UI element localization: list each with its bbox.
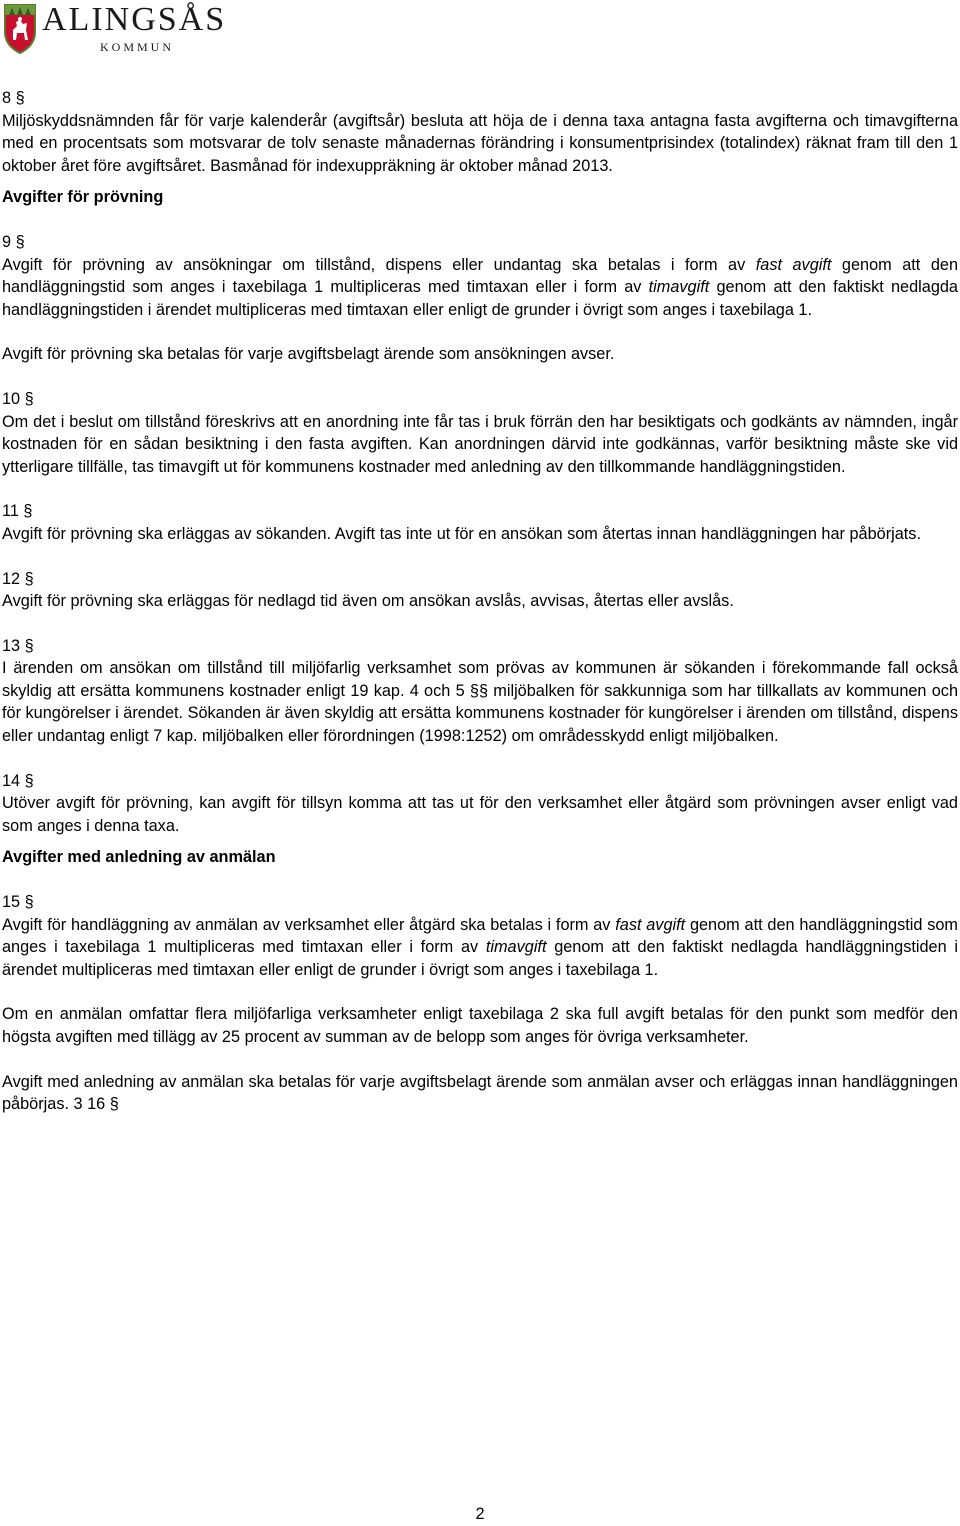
section-15-text-3: Avgift med anledning av anmälan ska betalas för varje avgiftsbelagt ärende som anmälan avser och erläggas innan handläggningen påbörjas. 3 16 § xyxy=(2,1072,958,1114)
logo-sub: KOMMUN xyxy=(100,40,175,54)
section-15-text: Avgift för handläggning av anmälan av verksamhet eller åtgärd ska betalas i form av fast avgift genom att den handläggningstid som anges i taxebilaga 1 multipliceras med timtaxan eller i form av timavgift genom att den faktiskt nedlagda handläggningstiden i ärendet multipliceras med timtaxan eller enligt de grunder i övrigt som anges i taxebilaga 1. xyxy=(2,915,958,979)
section-14-number: 14 § xyxy=(2,771,34,790)
heading-provning: Avgifter för prövning xyxy=(2,188,164,207)
section-12-text: Avgift för prövning ska erläggas för nedlagd tid även om ansökan avslås, avvisas, återtas eller avslås. xyxy=(2,592,734,611)
coat-of-arms-shield-icon xyxy=(2,2,38,54)
heading-anmalan: Avgifter med anledning av anmälan xyxy=(2,848,276,867)
section-8-text: Miljöskyddsnämnden får för varje kalenderår (avgiftsår) besluta att höja de i denna taxa antagna fasta avgifterna och timavgifterna med en procentsats som motsvarar de tolv senaste månadernas förändring i konsumentprisindex (totalindex) räknat fram till den 1 oktober året före avgiftsåret. Basmånad för indexuppräkning är oktober månad 2013. xyxy=(2,111,958,175)
timavgift-term: timavgift xyxy=(648,278,710,297)
section-10-number: 10 § xyxy=(2,389,34,408)
fast-avgift-term: fast avgift xyxy=(755,255,832,274)
section-10-text: Om det i beslut om tillstånd föreskrivs att en anordning inte får tas i bruk förrän den har besiktigats och godkänts av nämnden, ingår kostnaden för en sådan besiktning i den fasta avgiften. Kan anordningen därvid inte godkännas, varför besiktning måste ske vid ytterligare tillfälle, tas timavgift ut för kommunens kostnader med anledning av den tillkommande handläggningstiden. xyxy=(2,412,958,476)
alingsas-logo xyxy=(2,0,242,60)
section-11-number: 11 § xyxy=(2,502,33,521)
section-13-number: 13 § xyxy=(2,636,34,655)
timavgift-term: timavgift xyxy=(485,938,547,957)
section-15-number: 15 § xyxy=(2,893,34,912)
section-11-text: Avgift för prövning ska erläggas av sökanden. Avgift tas inte ut för en ansökan som återtas innan handläggningen har påbörjats. xyxy=(2,524,921,543)
section-13-text: I ärenden om ansökan om tillstånd till miljöfarlig verksamhet som prövas av kommunen är sökanden i förekommande fall också skyldig att ersätta kommunens kostnader enligt 19 kap. 4 och 5 §§ miljöbalken för sakkunniga som har tillkallats av kommunen och för kungörelser i ärendet. Sökanden är även skyldig att ersätta kommunens kostnader för kungörelser i ärenden om tillstånd, dispens eller undantag enligt 7 kap. miljöbalken eller förordningen (1998:1252) om områdesskydd enligt miljöbalken. xyxy=(2,659,958,746)
section-14-text: Utöver avgift för prövning, kan avgift för tillsyn komma att tas ut för den verksamhet eller åtgärd som prövningen avser enligt vad som anges i denna taxa. xyxy=(2,794,958,835)
page-number: 2 xyxy=(475,1505,485,1523)
section-8-number: 8 § xyxy=(2,89,25,107)
section-9-number: 9 § xyxy=(2,232,25,251)
section-12-number: 12 § xyxy=(2,569,34,588)
section-15-text-2: Om en anmälan omfattar flera miljöfarliga verksamheter enligt taxebilaga 2 ska full avgift betalas för den punkt som medför den högsta avgiften med tillägg av 25 procent av summan av de belopp som anges för övriga verksamheter. xyxy=(2,1005,958,1046)
document-body xyxy=(2,87,958,1116)
fast-avgift-term: fast avgift xyxy=(615,915,686,934)
section-9-text-2: Avgift för prövning ska betalas för varje avgiftsbelagt ärende som ansökningen avser. xyxy=(2,345,615,364)
logo-name: ALINGSÅS xyxy=(42,1,227,38)
section-9-text: Avgift för prövning av ansökningar om tillstånd, dispens eller undantag ska betalas i form av fast avgift genom att den handläggningstid som anges i taxebilaga 1 multipliceras med timtaxan eller i form av timavgift genom att den faktiskt nedlagda handläggningstiden i ärendet multipliceras med timtaxan eller enligt de grunder i övrigt som anges i taxebilaga 1. xyxy=(2,255,958,319)
